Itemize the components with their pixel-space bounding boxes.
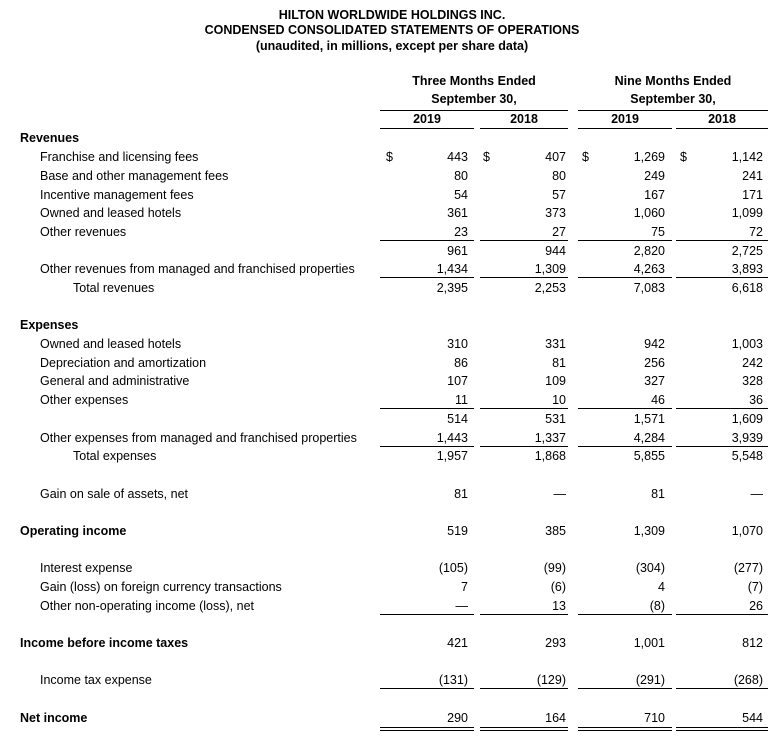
value-cell: 80 bbox=[454, 169, 468, 183]
subtotal-rule bbox=[380, 408, 474, 409]
value-cell: — bbox=[750, 487, 763, 501]
value-cell: 944 bbox=[545, 244, 566, 258]
value-cell: 7,083 bbox=[633, 281, 665, 295]
row-label: Gain (loss) on foreign currency transactions bbox=[40, 580, 282, 594]
value-cell: 1,868 bbox=[534, 449, 566, 463]
value-cell: 1,309 bbox=[534, 262, 566, 276]
row-label: Franchise and licensing fees bbox=[40, 150, 199, 164]
year-header: 2019 bbox=[611, 112, 639, 126]
value-cell: 327 bbox=[644, 374, 665, 388]
row-label: Interest expense bbox=[40, 561, 133, 575]
value-cell: (291) bbox=[635, 673, 665, 687]
value-cell: 256 bbox=[644, 356, 665, 370]
value-cell: 75 bbox=[651, 225, 665, 239]
value-cell: 1,001 bbox=[633, 636, 665, 650]
value-cell: 407 bbox=[545, 150, 566, 164]
value-cell: 6,618 bbox=[731, 281, 763, 295]
value-cell: 812 bbox=[742, 636, 763, 650]
value-cell: (6) bbox=[550, 580, 566, 594]
value-cell: 373 bbox=[545, 206, 566, 220]
value-cell: 1,060 bbox=[633, 206, 665, 220]
value-cell: (277) bbox=[733, 561, 763, 575]
subtotal-rule bbox=[380, 446, 474, 447]
value-cell: 5,855 bbox=[633, 449, 665, 463]
value-cell: 2,820 bbox=[633, 244, 665, 258]
value-cell: 1,309 bbox=[633, 524, 665, 538]
row-label: General and administrative bbox=[40, 374, 190, 388]
subtotal-rule bbox=[578, 446, 672, 447]
value-cell: (304) bbox=[635, 561, 665, 575]
year-rule bbox=[578, 128, 672, 129]
subtotal-rule bbox=[578, 240, 672, 241]
value-cell: 13 bbox=[552, 599, 566, 613]
value-cell: 167 bbox=[644, 188, 665, 202]
value-cell: (268) bbox=[733, 673, 763, 687]
value-cell: 86 bbox=[454, 356, 468, 370]
value-cell: 385 bbox=[545, 524, 566, 538]
value-cell: 80 bbox=[552, 169, 566, 183]
subtotal-rule bbox=[578, 408, 672, 409]
three-months-header-line2: September 30, bbox=[431, 92, 517, 106]
value-cell: 4 bbox=[658, 580, 665, 594]
row-label: Gain on sale of assets, net bbox=[40, 487, 189, 501]
nine-months-header-line2: September 30, bbox=[630, 92, 716, 106]
value-cell: 1,070 bbox=[731, 524, 763, 538]
row-label: Other revenues from managed and franchised properties bbox=[40, 262, 355, 276]
value-cell: 961 bbox=[447, 244, 468, 258]
value-cell: 23 bbox=[454, 225, 468, 239]
subtotal-rule bbox=[578, 688, 672, 689]
subtotal-rule bbox=[480, 688, 568, 689]
value-cell: 1,003 bbox=[731, 337, 763, 351]
currency-symbol: $ bbox=[386, 150, 393, 164]
row-label: Income tax expense bbox=[40, 673, 152, 687]
value-cell: 72 bbox=[749, 225, 763, 239]
value-cell: 7 bbox=[461, 580, 468, 594]
row-label: Total revenues bbox=[73, 281, 155, 295]
value-cell: 2,253 bbox=[534, 281, 566, 295]
value-cell: 328 bbox=[742, 374, 763, 388]
three-months-header-line1: Three Months Ended bbox=[412, 74, 536, 88]
row-label: Base and other management fees bbox=[40, 169, 229, 183]
row-label: Total expenses bbox=[73, 449, 157, 463]
total-double-rule bbox=[676, 727, 768, 731]
value-cell: 3,893 bbox=[731, 262, 763, 276]
nine-months-rule bbox=[578, 110, 768, 111]
value-cell: 36 bbox=[749, 393, 763, 407]
subtotal-rule bbox=[480, 240, 568, 241]
value-cell: 293 bbox=[545, 636, 566, 650]
value-cell: 107 bbox=[447, 374, 468, 388]
subtotal-rule bbox=[578, 614, 672, 615]
value-cell: 361 bbox=[447, 206, 468, 220]
value-cell: 514 bbox=[447, 412, 468, 426]
value-cell: 11 bbox=[455, 393, 468, 407]
year-rule bbox=[380, 128, 474, 129]
three-months-rule bbox=[380, 110, 568, 111]
subtotal-rule bbox=[380, 277, 474, 278]
currency-symbol: $ bbox=[483, 150, 490, 164]
value-cell: (7) bbox=[747, 580, 763, 594]
subtotal-rule bbox=[676, 688, 768, 689]
subtotal-rule bbox=[480, 446, 568, 447]
value-cell: 10 bbox=[552, 393, 566, 407]
year-header: 2018 bbox=[510, 112, 538, 126]
value-cell: 1,099 bbox=[731, 206, 763, 220]
total-double-rule bbox=[578, 727, 672, 731]
value-cell: (131) bbox=[438, 673, 468, 687]
value-cell: 1,957 bbox=[436, 449, 468, 463]
row-label: Owned and leased hotels bbox=[40, 337, 182, 351]
value-cell: 4,284 bbox=[633, 431, 665, 445]
value-cell: (105) bbox=[438, 561, 468, 575]
value-cell: 1,269 bbox=[633, 150, 665, 164]
value-cell: 1,609 bbox=[731, 412, 763, 426]
row-label: Operating income bbox=[20, 524, 127, 538]
value-cell: 1,443 bbox=[436, 431, 468, 445]
statement-subtitle: (unaudited, in millions, except per share data) bbox=[255, 39, 529, 53]
value-cell: 46 bbox=[651, 393, 665, 407]
value-cell: 81 bbox=[552, 356, 566, 370]
row-label: Income before income taxes bbox=[20, 636, 189, 650]
value-cell: 5,548 bbox=[731, 449, 763, 463]
year-header: 2018 bbox=[708, 112, 736, 126]
value-cell: 310 bbox=[447, 337, 468, 351]
value-cell: 171 bbox=[742, 188, 763, 202]
value-cell: 2,395 bbox=[436, 281, 468, 295]
subtotal-rule bbox=[380, 614, 474, 615]
value-cell: 249 bbox=[644, 169, 665, 183]
value-cell: 421 bbox=[447, 636, 468, 650]
value-cell: 1,337 bbox=[534, 431, 566, 445]
value-cell: 27 bbox=[552, 225, 566, 239]
total-double-rule bbox=[380, 727, 474, 731]
value-cell: 942 bbox=[644, 337, 665, 351]
row-label: Other non-operating income (loss), net bbox=[40, 599, 254, 613]
subtotal-rule bbox=[480, 277, 568, 278]
value-cell: 519 bbox=[447, 524, 468, 538]
value-cell: 81 bbox=[454, 487, 468, 501]
value-cell: (8) bbox=[649, 599, 665, 613]
statement-name: CONDENSED CONSOLIDATED STATEMENTS OF OPERATIONS bbox=[204, 23, 580, 37]
value-cell: 81 bbox=[651, 487, 665, 501]
subtotal-rule bbox=[676, 240, 768, 241]
year-rule bbox=[676, 128, 768, 129]
row-label: Other expenses from managed and franchised properties bbox=[40, 431, 357, 445]
nine-months-header-line1: Nine Months Ended bbox=[614, 74, 732, 88]
subtotal-rule bbox=[380, 688, 474, 689]
value-cell: 1,434 bbox=[436, 262, 468, 276]
currency-symbol: $ bbox=[680, 150, 687, 164]
row-label: Incentive management fees bbox=[40, 188, 194, 202]
value-cell: 2,725 bbox=[731, 244, 763, 258]
value-cell: 26 bbox=[749, 599, 763, 613]
subtotal-rule bbox=[676, 614, 768, 615]
value-cell: 1,142 bbox=[731, 150, 763, 164]
row-label: Revenues bbox=[20, 131, 80, 145]
value-cell: 109 bbox=[545, 374, 566, 388]
subtotal-rule bbox=[676, 446, 768, 447]
subtotal-rule bbox=[480, 614, 568, 615]
value-cell: 290 bbox=[447, 711, 468, 725]
value-cell: (129) bbox=[536, 673, 566, 687]
value-cell: 531 bbox=[545, 412, 566, 426]
value-cell: 1,571 bbox=[633, 412, 665, 426]
total-double-rule bbox=[480, 727, 568, 731]
row-label: Depreciation and amortization bbox=[40, 356, 207, 370]
year-rule bbox=[480, 128, 568, 129]
row-label: Owned and leased hotels bbox=[40, 206, 182, 220]
row-label: Other revenues bbox=[40, 225, 127, 239]
value-cell: 241 bbox=[742, 169, 763, 183]
value-cell: 164 bbox=[545, 711, 566, 725]
value-cell: 710 bbox=[644, 711, 665, 725]
currency-symbol: $ bbox=[582, 150, 589, 164]
subtotal-rule bbox=[676, 408, 768, 409]
row-label: Expenses bbox=[20, 318, 79, 332]
value-cell: 4,263 bbox=[633, 262, 665, 276]
value-cell: (99) bbox=[543, 561, 566, 575]
subtotal-rule bbox=[480, 408, 568, 409]
company-name: HILTON WORLDWIDE HOLDINGS INC. bbox=[278, 8, 506, 22]
subtotal-rule bbox=[380, 240, 474, 241]
value-cell: 54 bbox=[454, 188, 468, 202]
row-label: Other expenses bbox=[40, 393, 129, 407]
value-cell: 3,939 bbox=[731, 431, 763, 445]
year-header: 2019 bbox=[413, 112, 441, 126]
value-cell: — bbox=[455, 599, 468, 613]
value-cell: 57 bbox=[552, 188, 566, 202]
value-cell: 242 bbox=[742, 356, 763, 370]
value-cell: 443 bbox=[447, 150, 468, 164]
value-cell: 544 bbox=[742, 711, 763, 725]
subtotal-rule bbox=[578, 277, 672, 278]
subtotal-rule bbox=[676, 277, 768, 278]
value-cell: — bbox=[553, 487, 566, 501]
row-label: Net income bbox=[20, 711, 88, 725]
value-cell: 331 bbox=[545, 337, 566, 351]
